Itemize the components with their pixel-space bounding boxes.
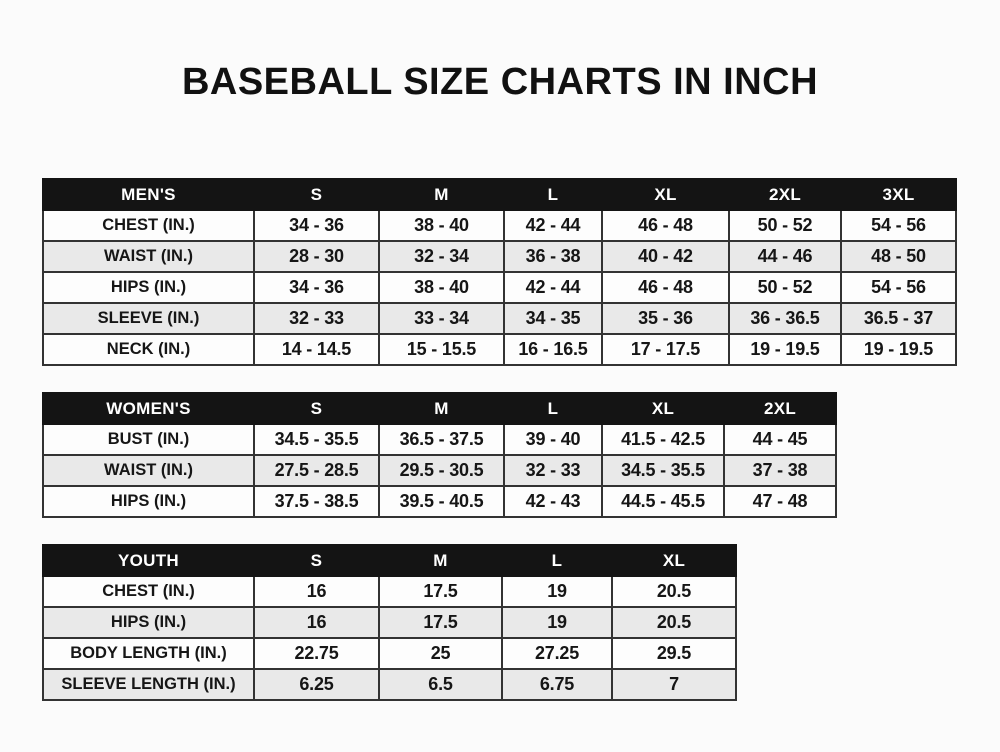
mens-size-table — [42, 178, 957, 366]
value-cell: 44 - 46 — [729, 241, 841, 272]
size-header-cell: S — [254, 393, 379, 424]
value-cell: 32 - 33 — [254, 303, 379, 334]
size-header-cell: 3XL — [841, 179, 956, 210]
size-header-cell: M — [379, 179, 504, 210]
value-cell: 37 - 38 — [724, 455, 836, 486]
size-header-cell: XL — [612, 545, 736, 576]
value-cell: 50 - 52 — [729, 272, 841, 303]
row-label-cell: WAIST (IN.) — [43, 455, 254, 486]
table-row — [43, 576, 736, 607]
value-cell: 39 - 40 — [504, 424, 602, 455]
size-header-cell: M — [379, 393, 504, 424]
value-cell: 6.25 — [254, 669, 379, 700]
table-row — [43, 210, 956, 241]
size-header-cell: S — [254, 179, 379, 210]
row-label-cell: SLEEVE LENGTH (IN.) — [43, 669, 254, 700]
row-label-cell: CHEST (IN.) — [43, 576, 254, 607]
value-cell: 34.5 - 35.5 — [254, 424, 379, 455]
value-cell: 32 - 34 — [379, 241, 504, 272]
group-header-cell: WOMEN'S — [43, 393, 254, 424]
value-cell: 34 - 36 — [254, 210, 379, 241]
group-header-cell: MEN'S — [43, 179, 254, 210]
value-cell: 16 — [254, 607, 379, 638]
value-cell: 46 - 48 — [602, 210, 729, 241]
table-row — [43, 424, 836, 455]
value-cell: 44.5 - 45.5 — [602, 486, 724, 517]
youth-size-table — [42, 544, 737, 701]
value-cell: 36 - 38 — [504, 241, 602, 272]
size-header-cell: XL — [602, 179, 729, 210]
value-cell: 32 - 33 — [504, 455, 602, 486]
value-cell: 36.5 - 37 — [841, 303, 956, 334]
value-cell: 16 — [254, 576, 379, 607]
row-label-cell: HIPS (IN.) — [43, 272, 254, 303]
value-cell: 29.5 - 30.5 — [379, 455, 504, 486]
value-cell: 38 - 40 — [379, 210, 504, 241]
value-cell: 34.5 - 35.5 — [602, 455, 724, 486]
value-cell: 17.5 — [379, 576, 502, 607]
value-cell: 42 - 43 — [504, 486, 602, 517]
value-cell: 19 - 19.5 — [729, 334, 841, 365]
value-cell: 17.5 — [379, 607, 502, 638]
value-cell: 15 - 15.5 — [379, 334, 504, 365]
value-cell: 29.5 — [612, 638, 736, 669]
value-cell: 34 - 35 — [504, 303, 602, 334]
table-row — [43, 272, 956, 303]
value-cell: 6.5 — [379, 669, 502, 700]
row-label-cell: WAIST (IN.) — [43, 241, 254, 272]
table-header-row — [43, 179, 956, 210]
value-cell: 38 - 40 — [379, 272, 504, 303]
row-label-cell: NECK (IN.) — [43, 334, 254, 365]
table-row — [43, 669, 736, 700]
row-label-cell: HIPS (IN.) — [43, 607, 254, 638]
table-row — [43, 241, 956, 272]
value-cell: 19 — [502, 576, 612, 607]
value-cell: 44 - 45 — [724, 424, 836, 455]
table-row — [43, 638, 736, 669]
value-cell: 17 - 17.5 — [602, 334, 729, 365]
womens-size-table — [42, 392, 837, 518]
value-cell: 27.5 - 28.5 — [254, 455, 379, 486]
value-cell: 34 - 36 — [254, 272, 379, 303]
table-row — [43, 334, 956, 365]
value-cell: 48 - 50 — [841, 241, 956, 272]
table-row — [43, 607, 736, 638]
value-cell: 42 - 44 — [504, 210, 602, 241]
value-cell: 20.5 — [612, 607, 736, 638]
value-cell: 54 - 56 — [841, 210, 956, 241]
table-row — [43, 486, 836, 517]
value-cell: 40 - 42 — [602, 241, 729, 272]
value-cell: 39.5 - 40.5 — [379, 486, 504, 517]
table-row — [43, 455, 836, 486]
value-cell: 50 - 52 — [729, 210, 841, 241]
size-header-cell: L — [504, 179, 602, 210]
value-cell: 14 - 14.5 — [254, 334, 379, 365]
size-header-cell: L — [502, 545, 612, 576]
page-title: BASEBALL SIZE CHARTS IN INCH — [181, 61, 819, 103]
size-header-cell: 2XL — [729, 179, 841, 210]
size-header-cell: S — [254, 545, 379, 576]
value-cell: 28 - 30 — [254, 241, 379, 272]
table-row — [43, 303, 956, 334]
value-cell: 6.75 — [502, 669, 612, 700]
value-cell: 35 - 36 — [602, 303, 729, 334]
value-cell: 19 — [502, 607, 612, 638]
row-label-cell: SLEEVE (IN.) — [43, 303, 254, 334]
size-header-cell: L — [504, 393, 602, 424]
table-header-row — [43, 545, 736, 576]
value-cell: 20.5 — [612, 576, 736, 607]
table-header-row — [43, 393, 836, 424]
value-cell: 25 — [379, 638, 502, 669]
value-cell: 37.5 - 38.5 — [254, 486, 379, 517]
size-header-cell: 2XL — [724, 393, 836, 424]
group-header-cell: YOUTH — [43, 545, 254, 576]
row-label-cell: HIPS (IN.) — [43, 486, 254, 517]
row-label-cell: BODY LENGTH (IN.) — [43, 638, 254, 669]
size-charts — [0, 178, 1000, 701]
row-label-cell: CHEST (IN.) — [43, 210, 254, 241]
value-cell: 22.75 — [254, 638, 379, 669]
size-header-cell: XL — [602, 393, 724, 424]
value-cell: 27.25 — [502, 638, 612, 669]
value-cell: 16 - 16.5 — [504, 334, 602, 365]
value-cell: 47 - 48 — [724, 486, 836, 517]
value-cell: 7 — [612, 669, 736, 700]
value-cell: 36 - 36.5 — [729, 303, 841, 334]
row-label-cell: BUST (IN.) — [43, 424, 254, 455]
value-cell: 54 - 56 — [841, 272, 956, 303]
value-cell: 46 - 48 — [602, 272, 729, 303]
value-cell: 19 - 19.5 — [841, 334, 956, 365]
value-cell: 42 - 44 — [504, 272, 602, 303]
value-cell: 36.5 - 37.5 — [379, 424, 504, 455]
size-header-cell: M — [379, 545, 502, 576]
value-cell: 33 - 34 — [379, 303, 504, 334]
value-cell: 41.5 - 42.5 — [602, 424, 724, 455]
